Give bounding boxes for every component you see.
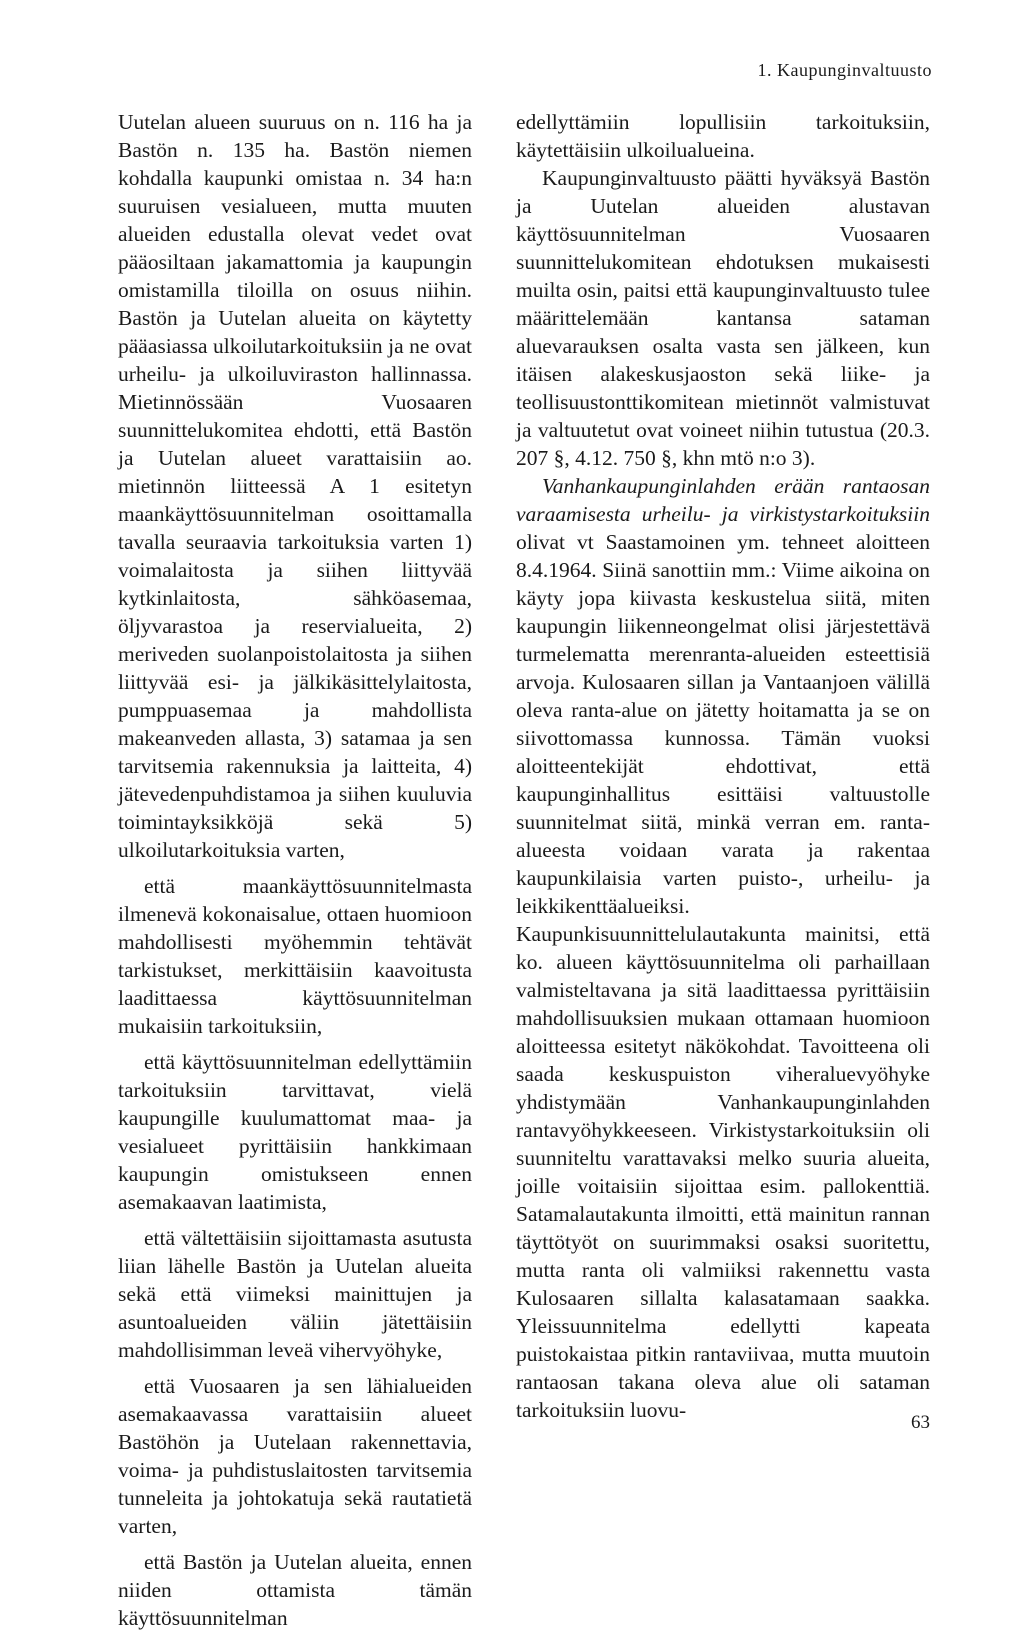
page-number: 63 xyxy=(911,1412,930,1433)
left-paragraph-3: että käyttösuunnitelman edellyttämiin tarkoituksiin tarvittavat, vielä kaupungille kuulumattomat maa- ja vesialueet pyrittäisiin hankkimaan kaupungin omistukseen ennen asemakaavan laatimista, xyxy=(118,1050,472,1214)
right-paragraph-1: edellyttämiin lopullisiin tarkoituksiin, käytettäisiin ulkoilualueina. xyxy=(516,110,930,162)
right-paragraph-3 xyxy=(516,472,930,1424)
right-column xyxy=(516,108,930,1424)
left-paragraph-1: Uutelan alueen suuruus on n. 116 ha ja Bastön n. 135 ha. Bastön niemen kohdalla kaupunki omistaa n. 34 ha:n suuruisen vesialueen, mutta muuten alueiden edustalla olevat vedet ovat pääosiltaan jakamattomia ja kaupungin omistamilla tiloilla on osuus niihin. Bastön ja Uutelan alueita on käytetty pääasiassa ulkoilutarkoituksiin ja ne ovat urheilu- ja ulkoiluviraston hallinnassa. Mietinnössään Vuosaaren suunnittelukomitea ehdotti, että Bastön ja Uutelan alueet varattaisiin ao. mietinnön liitteessä A 1 esitetyn maankäyttösuunnitelman osoittamalla tavalla seuraavia tarkoituksia varten 1) voimalaitosta ja siihen liittyvää kytkinlaitosta, sähköasemaa, öljyvarastoa ja reservialueita, 2) meriveden suolanpoistolaitosta ja siihen liittyvää esi- ja jälkikäsittelylaitosta, pumppuasemaa ja mahdollista makeanveden allasta, 3) satamaa ja sen tarvitsemia rakennuksia ja laitteita, 4) jätevedenpuhdistamoa ja siihen kuuluvia toimintayksikköjä sekä 5) ulkoilutarkoituksia varten, xyxy=(118,110,472,862)
left-column xyxy=(118,108,472,1632)
initiative-title-italic: Vanhankaupunginlahden erään rantaosan varaamisesta urheilu- ja virkistystarkoituksiin xyxy=(516,474,930,526)
left-paragraph-4: että vältettäisiin sijoittamasta asutusta liian lähelle Bastön ja Uutelan alueita sekä että viimeksi mainittujen ja asuntoalueiden väliin jätettäisiin mahdollisimman leveä vihervyöhyke, xyxy=(118,1226,472,1362)
right-paragraph-2: Kaupunginvaltuusto päätti hyväksyä Bastön ja Uutelan alueiden alustavan käyttösuunnitelman Vuosaaren suunnittelukomitean ehdotuksen mukaisesti muilta osin, paitsi että kaupunginvaltuusto tulee määrittelemään kantansa sataman aluevarauksen osalta vasta sen jälkeen, kun itäisen alakeskusjaoston sekä liike- ja teollisuustonttikomitean mietinnöt valmistuvat ja valtuutetut ovat voineet niihin tutustua (20.3. 207 §, 4.12. 750 §, khn mtö n:o 3). xyxy=(516,166,930,470)
left-paragraph-5: että Vuosaaren ja sen lähialueiden asemakaavassa varattaisiin alueet Bastöhön ja Uutelaan rakennettavia, voima- ja puhdistuslaitosten tarvitsemia tunneleita ja johtokatuja sekä rautatietä varten, xyxy=(118,1374,472,1538)
left-paragraph-2: että maankäyttösuunnitelmasta ilmenevä kokonaisalue, ottaen huomioon mahdollisesti myöhemmin tehtävät tarkistukset, merkittäisiin kaavoitusta laadittaessa käyttösuunnitelman mukaisiin tarkoituksiin, xyxy=(118,874,472,1038)
running-header: 1. Kaupunginvaltuusto xyxy=(757,60,932,80)
left-paragraph-6: että Bastön ja Uutelan alueita, ennen niiden ottamista tämän käyttösuunnitelman xyxy=(118,1550,472,1630)
initiative-body: olivat vt Saastamoinen ym. tehneet aloitteen 8.4.1964. Siinä sanottiin mm.: Viime aikoina on käyty jopa kiivasta keskustelua siitä, miten kaupungin liikenneongelmat olisi järjestettävä turmelematta merenranta-alueiden esteettisiä arvoja. Kulosaaren sillan ja Vantaanjoen välillä oleva ranta-alue on jätetty hoitamatta ja se on siivottomassa kunnossa. Tämän vuoksi aloitteentekijät ehdottivat, että kaupunginhallitus esittäisi valtuustolle suunnitelmat siitä, minkä verran em. ranta-alueesta voidaan varata ja rakentaa kaupunkilaisia varten puisto-, urheilu- ja leikkikenttäalueiksi. Kaupunkisuunnittelulautakunta mainitsi, että ko. alueen käyttösuunnitelma oli parhaillaan valmisteltavana ja sitä laadittaessa pyrittäisiin mahdollisuuksien mukaan ottamaan huomioon aloitteessa esitetyt näkökohdat. Tavoitteena oli saada keskuspuiston viheraluevyöhyke yhdistymään Vanhankaupunginlahden rantavyöhykkeeseen. Virkistystarkoituksiin oli suunniteltu varattavaksi melko suuria alueita, joille voitaisiin sijoittaa esim. pallokenttiä. Satamalautakunta ilmoitti, että mainitun rannan täyttötyöt on suurimmaksi osaksi suoritettu, mutta ranta oli valmiiksi rakennettu vasta Kulosaaren sillalta kalasatamaan saakka. Yleissuunnitelma edellytti kapeata puistokaistaa pitkin rantaviivaa, mutta muutoin rantaosan takana oleva alue oli sataman tarkoituksiin luovu- xyxy=(516,530,930,1422)
